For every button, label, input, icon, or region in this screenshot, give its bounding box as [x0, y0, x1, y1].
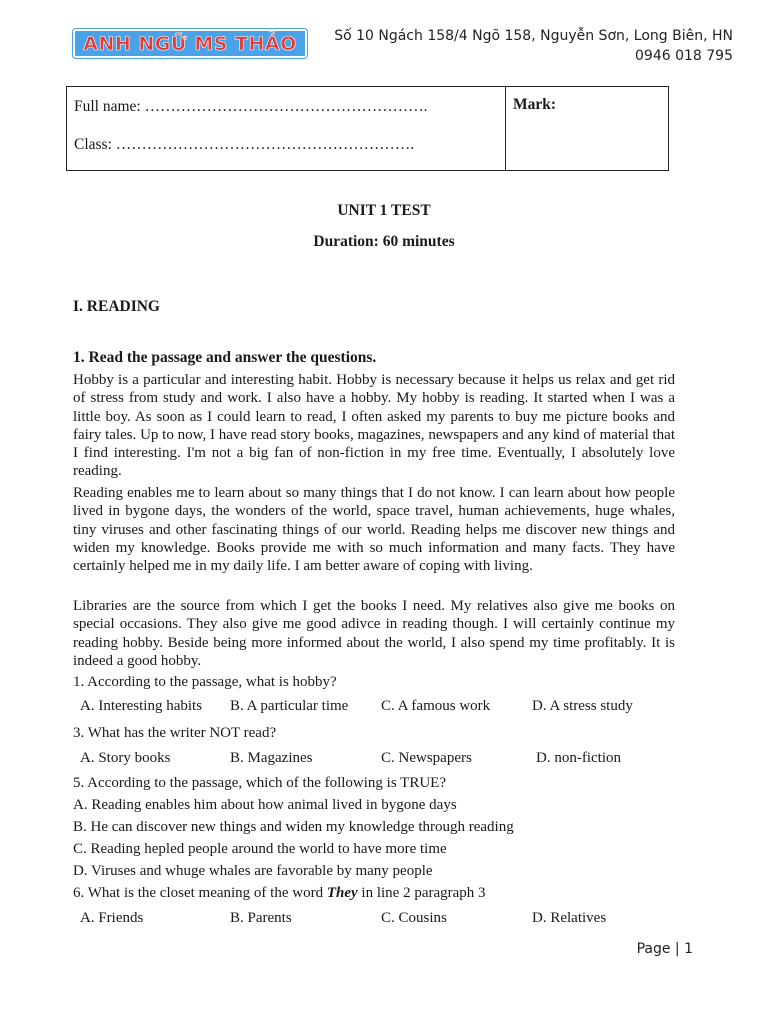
q6-option-a: A. Friends — [80, 910, 144, 926]
q6-option-d: D. Relatives — [532, 910, 607, 926]
full-name-line: Full name: ………………………………………………. — [74, 98, 428, 115]
question-1-options — [80, 698, 680, 718]
q5-option-d: D. Viruses and whuge whales are favorable by many people — [73, 863, 433, 879]
q6-text-before: 6. What is the closet meaning of the word — [73, 885, 327, 901]
address-text: Số 10 Ngách 158/4 Ngõ 158, Nguyễn Sơn, Long Biên, HN — [334, 28, 733, 44]
student-info-box — [66, 86, 669, 171]
q1-option-d: D. A stress study — [532, 698, 633, 714]
question-3: 3. What has the writer NOT read? — [73, 725, 277, 741]
q1-option-c: C. A famous work — [381, 698, 491, 714]
phone-text: 0946 018 795 — [635, 48, 733, 64]
mark-cell: Mark: — [513, 96, 557, 113]
contact-info — [334, 26, 733, 66]
passage-paragraph-2: Reading enables me to learn about so many things that I do not know. I can learn about how people lived in bygone days, the wonders of the world, space travel, human achievements, huge whales, tiny viruses and other fascinating things of our world. Reading helps me discover new things and widen my knowledge. Books provide me with so much information and many facts. They have certainly helped me in my daily life. I am better aware of coping with living. — [73, 485, 675, 575]
school-logo — [73, 29, 307, 58]
question-3-options — [80, 750, 680, 770]
name-class-cell — [67, 87, 506, 170]
q6-option-c: C. Cousins — [381, 910, 447, 926]
test-duration: Duration: 60 minutes — [313, 233, 455, 250]
q6-option-b: B. Parents — [230, 910, 292, 926]
logo-text: ANH NGỮ MS THẢO — [83, 32, 297, 55]
class-line: Class: …………………………………………………. — [74, 136, 415, 153]
q1-option-b: B. A particular time — [230, 698, 349, 714]
page-number: Page | 1 — [636, 941, 693, 957]
question-1: 1. According to the passage, what is hobby? — [73, 674, 337, 690]
q1-option-a: A. Interesting habits — [80, 698, 203, 714]
q3-option-d: D. non-fiction — [536, 750, 621, 766]
q3-option-b: B. Magazines — [230, 750, 313, 766]
q5-option-c: C. Reading hepled people around the world to have more time — [73, 841, 447, 857]
q5-option-b: B. He can discover new things and widen my knowledge through reading — [73, 819, 514, 835]
passage-paragraph-1: Hobby is a particular and interesting habit. Hobby is necessary because it helps us relax and get rid of stress from study and work. I also have a hobby. My hobby is reading. It started when I was a little boy. As soon as I could learn to read, I often asked my parents to buy me picture books and fairy tales. Up to now, I have read story books, magazines, newspapers and any kind of material that I find interesting. I'm not a big fan of non-fiction in my free time. Eventually, I absolutely love reading. — [73, 372, 675, 480]
question-6 — [73, 885, 486, 902]
q6-emphasized-word: They — [326, 885, 358, 901]
q5-option-a: A. Reading enables him about how animal lived in bygone days — [73, 797, 457, 813]
question-6-options — [80, 910, 680, 930]
test-title: UNIT 1 TEST — [337, 202, 431, 219]
question-5: 5. According to the passage, which of the following is TRUE? — [73, 775, 446, 791]
q6-text-after: in line 2 paragraph 3 — [357, 885, 486, 901]
reading-instruction: 1. Read the passage and answer the questions. — [73, 349, 377, 366]
passage-paragraph-3: Libraries are the source from which I get the books I need. My relatives also give me books on special occasions. They also give me good adivce in reading though. I will certainly continue my reading hobby. Beside being more informed about the world, I also spend my time profitably. It is indeed a good hobby. — [73, 598, 675, 669]
section-title-reading: I. READING — [73, 298, 160, 315]
q3-option-a: A. Story books — [80, 750, 171, 766]
q3-option-c: C. Newspapers — [381, 750, 472, 766]
